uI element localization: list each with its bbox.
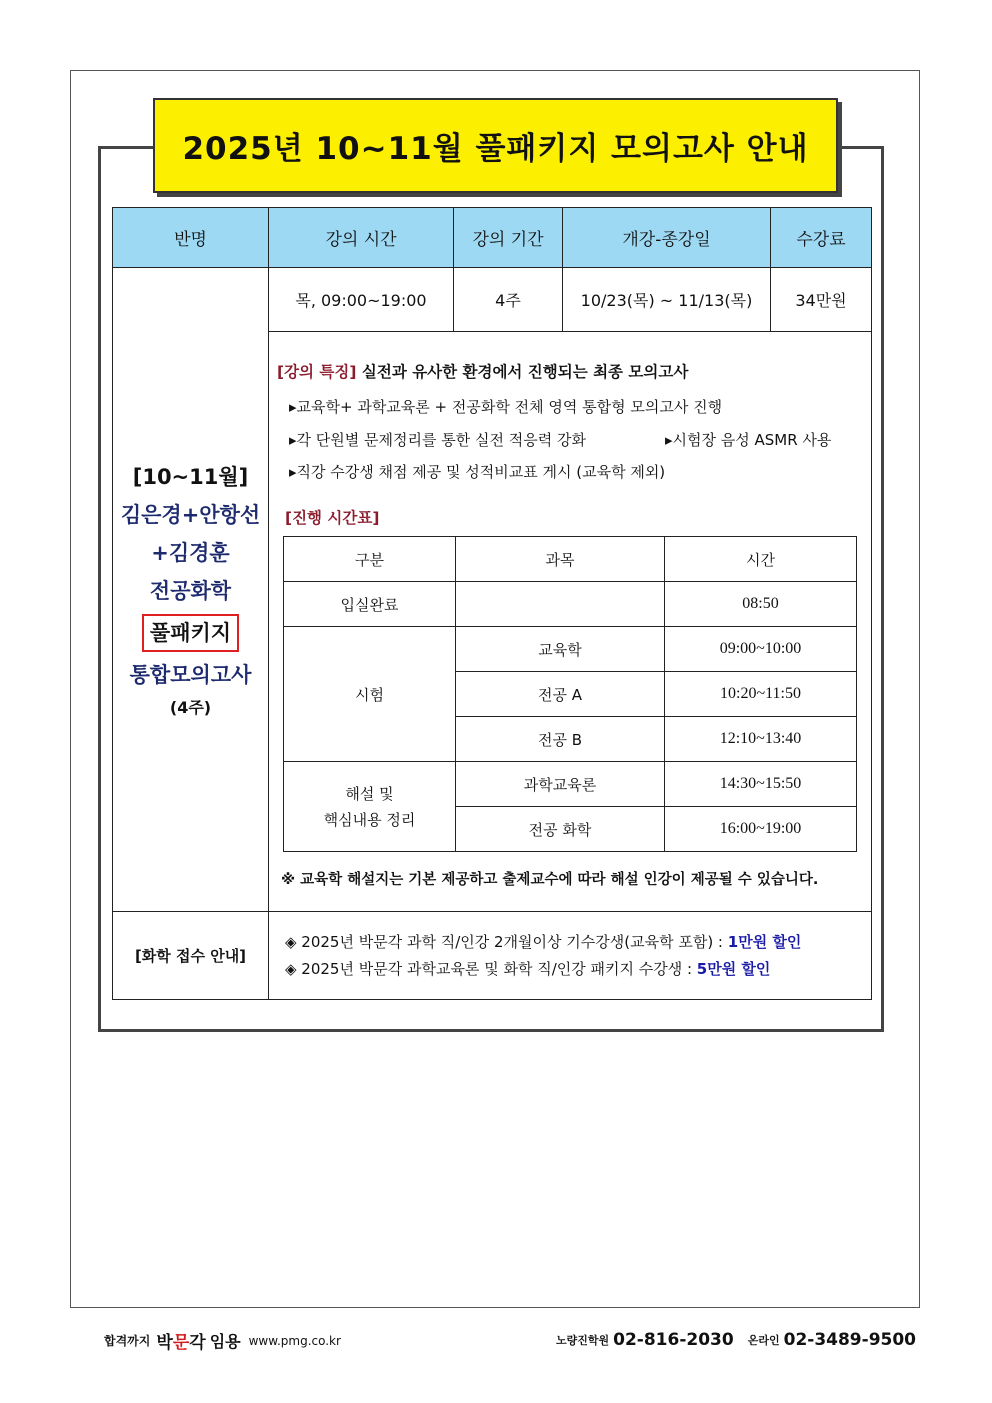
schedule-time: 08:50: [665, 582, 857, 627]
schedule-header-subject: 과목: [456, 537, 665, 582]
discount-cell: [269, 912, 872, 1000]
schedule-subject: 전공 B: [456, 717, 665, 762]
campus-phone: 02-816-2030: [613, 1330, 734, 1350]
features-label: [강의 특징]: [277, 363, 357, 381]
online-label: 온라인: [747, 1334, 780, 1347]
package-badge: 풀패키지: [142, 614, 239, 652]
schedule-subject: [456, 582, 665, 627]
table-row: [284, 627, 857, 672]
discount-amount: 5만원 할인: [696, 959, 771, 978]
class-term: [10~11월]: [132, 464, 249, 489]
schedule-time: 12:10~13:40: [665, 717, 857, 762]
header-class-name: 반명: [113, 208, 269, 268]
class-subject: 전공화학: [149, 578, 232, 603]
schedule-time: 16:00~19:00: [665, 807, 857, 852]
discount-item: [285, 929, 871, 956]
schedule-header-category: 구분: [284, 537, 456, 582]
class-duration: (4주): [169, 697, 212, 717]
feature-bullet: ▸시험장 음성 ASMR 사용: [665, 431, 832, 449]
schedule-category-review: [284, 762, 456, 852]
feature-bullet: ▸각 단원별 문제정리를 통한 실전 적응력 강화: [289, 431, 586, 449]
schedule-subject: 과학교육론: [456, 762, 665, 807]
lecture-time: 목, 09:00~19:00: [269, 268, 454, 332]
course-table-header: [113, 208, 872, 268]
schedule-category: 입실완료: [284, 582, 456, 627]
schedule-subject: 교육학: [456, 627, 665, 672]
discount-item: [285, 956, 871, 983]
title-banner: [153, 98, 838, 193]
schedule-time: 09:00~10:00: [665, 627, 857, 672]
header-lecture-time: 강의 시간: [269, 208, 454, 268]
discount-text: ◈ 2025년 박문각 과학 직/인강 2개월이상 기수강생(교육학 포함) :: [285, 932, 728, 951]
discount-text: ◈ 2025년 박문각 과학교육론 및 화학 직/인강 패키지 수강생 :: [285, 959, 697, 978]
schedule-time: 14:30~15:50: [665, 762, 857, 807]
discount-amount: 1만원 할인: [727, 932, 802, 951]
features-cell: [269, 332, 872, 912]
schedule-subject: 전공 화학: [456, 807, 665, 852]
class-name-cell: [113, 268, 269, 912]
schedule-table: [283, 536, 857, 852]
lecture-dates: 10/23(목) ~ 11/13(목): [563, 268, 771, 332]
brand-pre: 박: [156, 1333, 173, 1353]
footer-url[interactable]: www.pmg.co.kr: [248, 1333, 341, 1348]
footer-slogan: 합격까지: [104, 1334, 151, 1348]
course-row: [113, 268, 872, 332]
header-fee: 수강료: [771, 208, 872, 268]
table-row: [284, 762, 857, 807]
page-title: 2025년 10~11월 풀패키지 모의고사 안내: [182, 131, 809, 167]
class-instructors-cont: +김경훈: [151, 540, 230, 565]
online-phone: 02-3489-9500: [783, 1330, 917, 1350]
footer-contact: [556, 1330, 930, 1350]
features-title: 실전과 유사한 환경에서 진행되는 최종 모의고사: [361, 363, 689, 381]
lecture-period: 4주: [454, 268, 563, 332]
brand-red: 문: [172, 1333, 190, 1353]
schedule-note: ※ 교육학 해설지는 기본 제공하고 출제교수에 따라 해설 인강이 제공될 수 있습니다.: [281, 872, 819, 888]
table-row: [284, 582, 857, 627]
schedule-subject: 전공 A: [456, 672, 665, 717]
brand-post: 각: [189, 1333, 206, 1353]
footer-brand: [104, 1328, 341, 1353]
header-dates: 개강-종강일: [563, 208, 771, 268]
class-type: 통합모의고사: [129, 662, 252, 687]
discount-label: [화학 접수 안내]: [113, 912, 269, 1000]
feature-bullet: ▸교육학+ 과학교육론 + 전공화학 전체 영역 통합형 모의고사 진행: [289, 398, 723, 416]
lecture-fee: 34만원: [771, 268, 872, 332]
campus-label: 노량진학원: [556, 1334, 610, 1347]
brand-logo: [156, 1328, 205, 1353]
feature-bullet: ▸직강 수강생 채점 제공 및 성적비교표 게시 (교육학 제외): [289, 463, 666, 481]
course-table: [112, 207, 872, 1000]
schedule-time: 10:20~11:50: [665, 672, 857, 717]
class-instructors: 김은경+안항선: [120, 502, 261, 527]
schedule-category: 시험: [284, 627, 456, 762]
review-category-line1: 해설 및: [345, 784, 394, 803]
brand-sub: 임용: [209, 1332, 241, 1351]
schedule-header: [284, 537, 857, 582]
discount-row: [113, 912, 872, 1000]
features-heading: [277, 360, 688, 382]
review-category-line2: 핵심내용 정리: [323, 810, 416, 829]
schedule-header-time: 시간: [665, 537, 857, 582]
header-lecture-period: 강의 기간: [454, 208, 563, 268]
schedule-title: [진행 시간표]: [285, 509, 380, 527]
